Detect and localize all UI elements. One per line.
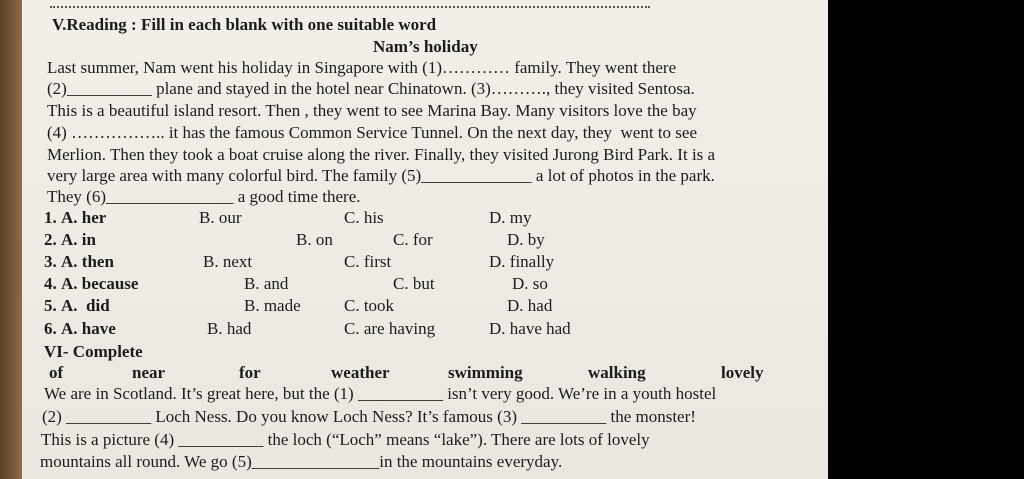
option-c: C. his [344,208,384,227]
question-row [44,319,116,339]
option-b: B. and [244,274,289,293]
word-bank-item: swimming [448,363,523,382]
exercise-line: We are in Scotland. It’s great here, but the (1) __________ isn’t very good. We’re in a youth hostel [44,384,717,403]
passage-title: Nam’s holiday [373,37,478,56]
question-number: 4. [44,274,57,293]
word-bank-item: for [239,363,261,382]
passage-line: Merlion. Then they took a boat cruise along the river. Finally, they visited Jurong Bird Park. It is a [47,145,716,164]
question-row [44,252,114,272]
worksheet-page [22,0,828,479]
question-row [44,230,96,250]
word-bank-item: near [132,363,166,382]
question-number: 3. [44,252,57,271]
option-d: D. my [489,208,532,227]
word-bank-item: of [49,363,64,382]
passage-line: This is a beautiful island resort. Then , they went to see Marina Bay. Many visitors love the bay [47,101,697,120]
option-a: A. then [61,252,114,271]
exercise-line: This is a picture (4) __________ the loch (“Loch” means “lake”). There are lots of lovely [41,430,650,449]
question-row [44,208,106,228]
option-d: D. had [507,296,553,315]
option-b: B. next [203,252,253,271]
option-d: D. by [507,230,545,249]
option-a: A. have [61,319,116,338]
option-b: B. had [207,319,252,338]
option-a: A. her [61,208,107,227]
exercise-line: (2) __________ Loch Ness. Do you know Loch Ness? It’s famous (3) __________ the monster! [42,407,696,426]
exercise-line: mountains all round. We go (5)_______________in the mountains everyday. [40,452,563,471]
option-b: B. our [199,208,242,227]
passage-line: They (6)_______________ a good time there. [47,187,361,206]
word-bank-item: weather [331,363,390,382]
option-c: C. but [393,274,435,293]
option-c: C. took [344,296,395,315]
question-number: 2. [44,230,57,249]
question-number: 5. [44,296,57,315]
passage-line: (4) …………….. it has the famous Common Service Tunnel. On the next day, they went to see [47,123,698,142]
question-number: 1. [44,208,57,227]
question-row [44,274,138,294]
option-b: B. on [296,230,333,249]
question-number: 6. [44,319,57,338]
section6-heading: VI- Complete [44,342,143,361]
top-dotted-rule [50,0,650,8]
passage-line: Last summer, Nam went his holiday in Singapore with (1)………… family. They went there [47,58,677,77]
option-a: A. in [61,230,96,249]
option-c: C. first [344,252,392,271]
passage-line: very large area with many colorful bird. The family (5)_____________ a lot of photos in the park. [47,166,715,185]
option-a: A. because [61,274,139,293]
option-b: B. made [244,296,301,315]
option-d: D. so [512,274,548,293]
option-a: A. did [61,296,110,315]
section5-heading: V.Reading : Fill in each blank with one suitable word [52,15,437,34]
option-d: D. finally [489,252,555,271]
word-bank-item: lovely [721,363,764,382]
question-row [44,296,110,316]
word-bank-item: walking [588,363,646,382]
option-c: C. for [393,230,433,249]
option-c: C. are having [344,319,436,338]
passage-line: (2)__________ plane and stayed in the hotel near Chinatown. (3)………., they visited Sentosa. [47,79,695,98]
option-d: D. have had [489,319,571,338]
